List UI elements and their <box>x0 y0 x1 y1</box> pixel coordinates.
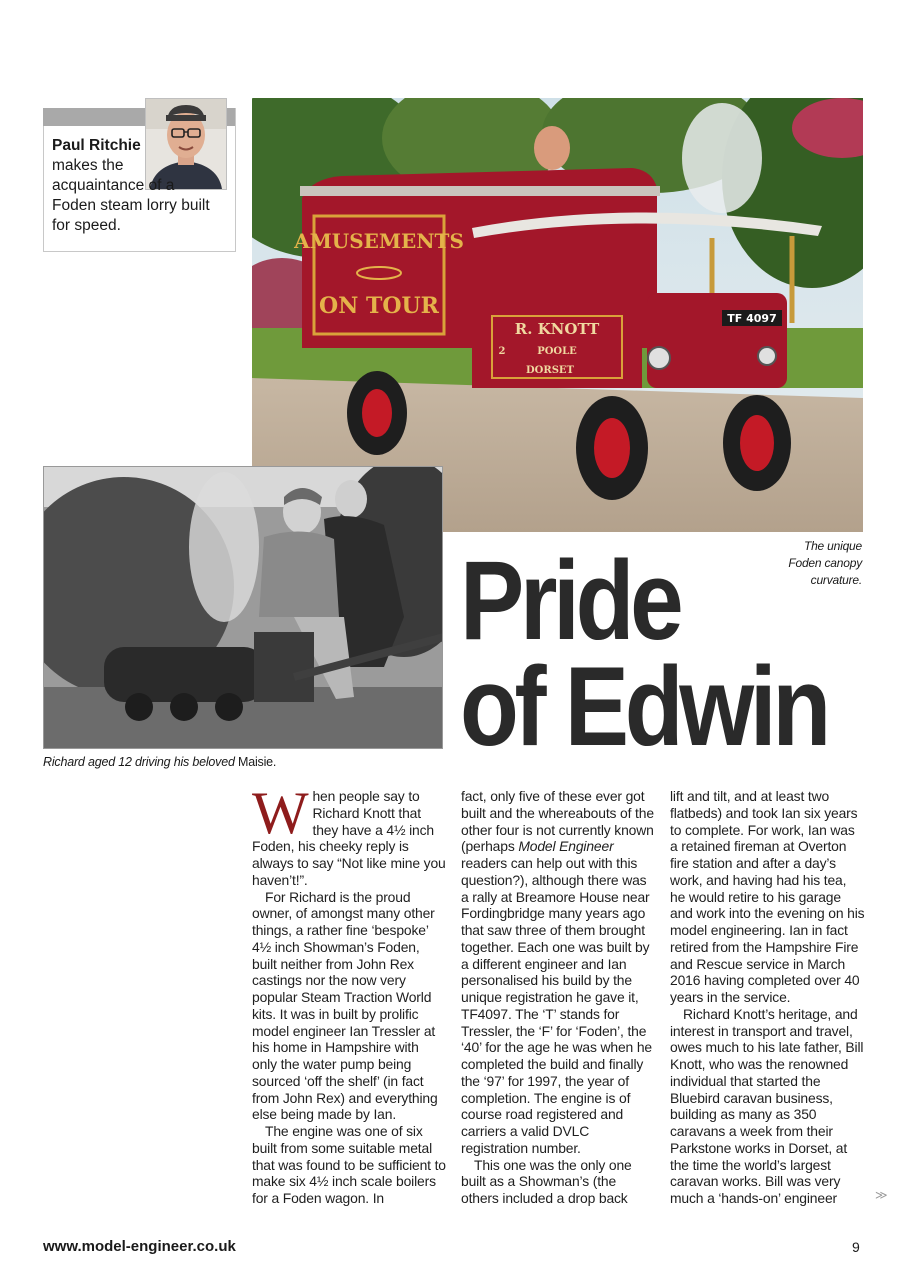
paragraph-text: hen people say to Richard Knott that they have a 4½ inch Foden, his cheeky reply is always to say “Not like mine you haven’t!”. <box>252 788 446 888</box>
caption-line: curvature. <box>810 573 862 587</box>
author-standfirst <box>52 136 212 236</box>
author-blurb: makes the acquaintance of a Foden steam lorry built for speed. <box>52 157 210 234</box>
magazine-title: Model Engineer <box>518 838 614 855</box>
article-column-2 <box>461 788 656 1207</box>
cab-lettering-county: DORSET <box>526 365 574 376</box>
article-paragraph: Richard Knott’s heritage, and interest in transport and travel, owes much to his late father, Bill Knott, who was the renowned individual that started the Bluebird caravan business, building as many as 350 caravans a week from their Parkstone works in Dorset, at the time the world’s largest caravan works. Bill was very much a ‘hands-on’ engineer <box>670 1005 864 1206</box>
paragraph-text: fact, only five of these ever got built and the whereabouts of the other four is not currently known (perhaps <box>461 788 654 855</box>
cab-lettering-number: 2 <box>498 346 506 357</box>
article-column-3 <box>670 788 865 1207</box>
caption-line: Foden canopy <box>788 556 862 570</box>
registration-plate: TF 4097 <box>727 312 777 325</box>
bw-photo-caption <box>43 755 276 769</box>
paragraph-text: readers can help out with this question?), although there was a rally at Breamore House near Fordingbridge many years ago that saw three of them brought together. Each one was built by a different engineer and Ian personalised his build by the unique registration he gave it, TF4097. The ‘T’ stands for Tressler, the ‘F’ for ‘Foden’, the ‘40’ for the age he was when he completed the build and finally the ‘97’ for 1997, the year of completion. The engine is of course road registered and carriers a valid DVLC registration number. <box>461 855 652 1156</box>
cab-lettering-town: POOLE <box>537 346 577 357</box>
van-lettering-on-tour: ON TOUR <box>319 293 439 319</box>
cab-lettering-name: R. KNOTT <box>514 320 600 338</box>
caption-text: Richard aged 12 driving his beloved <box>43 755 239 769</box>
footer-website-url[interactable]: www.model-engineer.co.uk <box>43 1238 236 1255</box>
article-paragraph: This one was the only one built as a Showman’s (the others included a drop back <box>461 1156 632 1206</box>
article-paragraph <box>252 780 447 889</box>
caption-line: The unique <box>803 539 862 553</box>
drop-cap: W <box>252 780 309 846</box>
author-name: Paul Ritchie <box>52 137 141 154</box>
article-column-1 <box>252 780 447 1207</box>
article-paragraph <box>461 788 656 1157</box>
van-lettering-amusements: AMUSEMENTS <box>294 229 464 253</box>
article-paragraph: The engine was one of six built from some suitable metal that was found to be sufficient to make six 4½ inch scale boilers for a Foden wagon. In <box>252 1123 446 1206</box>
article-paragraph: For Richard is the proud owner, of amongst many other things, a rather fine ‘bespoke’ 4½ inch Showman’s Foden, built neither from John Rex castings nor the now very popular Steam Traction World kits. It was in built by prolific model engineer Ian Tressler at his home in Hampshire with only the water pump being sourced ‘off the shelf’ (in fact from John Rex) and everything else being made by Ian. <box>252 888 438 1123</box>
article-paragraph: lift and tilt, and at least two flatbeds) and took Ian six years to complete. For work, Ian was a retained fireman at Overton fire station and after a day’s work, and having had his tea, he would retire to his garage and work into the evening on his model engineering. Ian in fact retired from the Hampshire Fire and Rescue service in March 2016 having completed over 40 years in the service. <box>670 788 865 1005</box>
continue-arrow-icon: ≫ <box>875 1188 885 1202</box>
page-number: 9 <box>852 1239 860 1255</box>
caption-loco-name: Maisie. <box>238 755 277 769</box>
headline-line-2: of Edwin <box>460 644 827 769</box>
boy-and-locomotive-photo <box>43 466 443 749</box>
headline-line-1: Pride <box>460 538 680 663</box>
